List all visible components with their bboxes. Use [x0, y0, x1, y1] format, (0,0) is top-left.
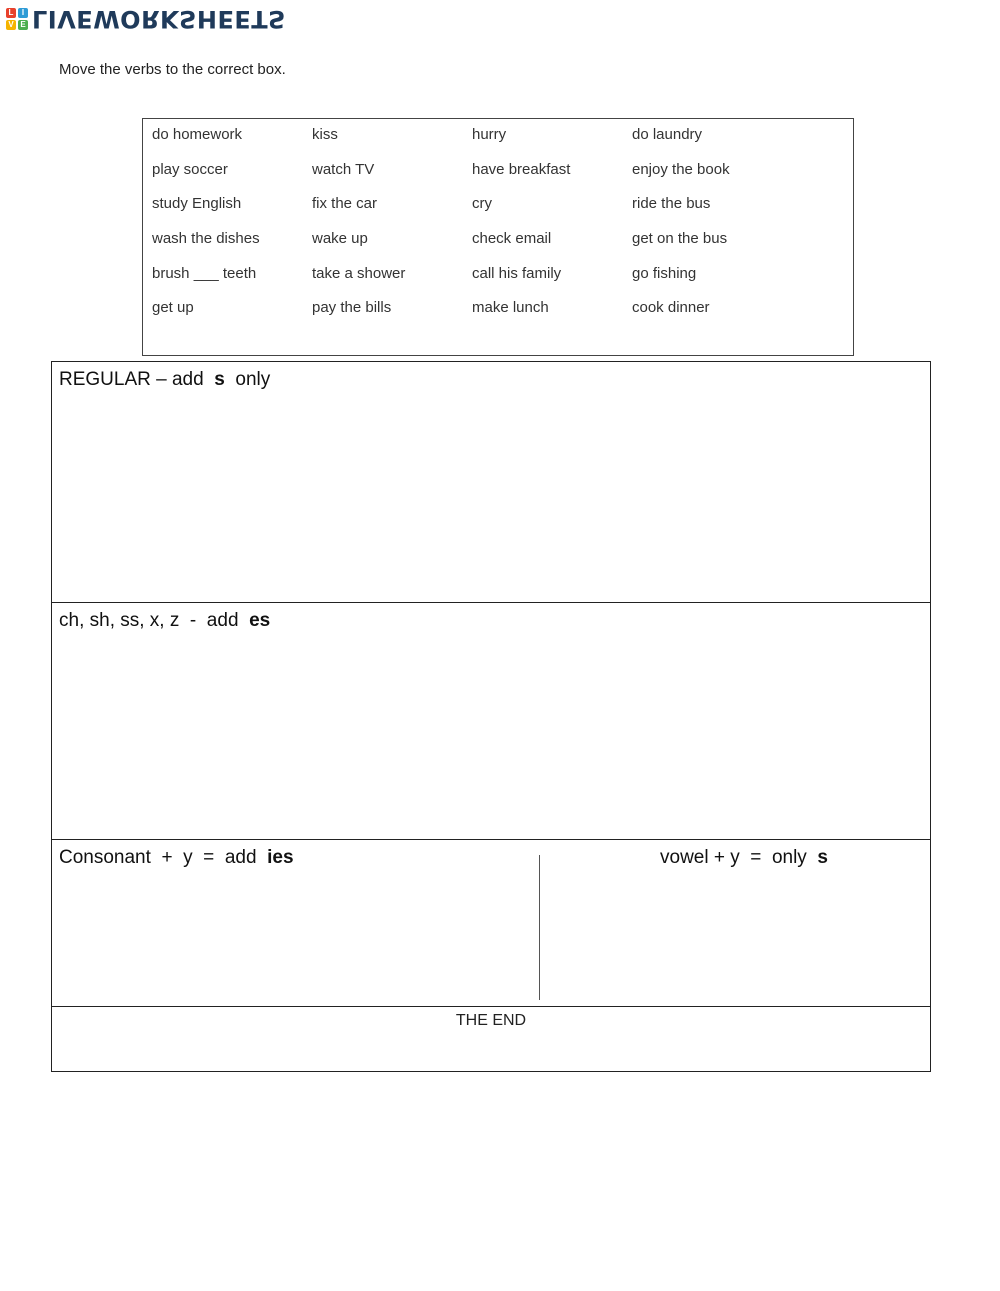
verb-item[interactable]: call his family	[472, 264, 562, 282]
verb-item[interactable]: enjoy the book	[632, 160, 730, 178]
consonant-y-drop-zone[interactable]	[56, 876, 536, 1002]
y-section-divider	[539, 855, 540, 1000]
verb-item[interactable]: go fishing	[632, 264, 697, 282]
verb-item[interactable]: kiss	[312, 126, 338, 143]
end-text: THE END	[455, 1012, 527, 1029]
logo-blocks-icon	[6, 8, 28, 30]
verb-item[interactable]: do laundry	[632, 126, 703, 143]
verb-item[interactable]: cry	[472, 195, 492, 213]
verb-item[interactable]: get on the bus	[632, 230, 728, 248]
y-section	[52, 840, 930, 1007]
vowel-y-title	[660, 847, 828, 869]
verb-bank	[142, 118, 854, 356]
es-section-title	[59, 610, 270, 632]
answer-table	[51, 361, 931, 1072]
verb-item[interactable]: wake up	[312, 230, 368, 248]
verb-item[interactable]: check email	[472, 230, 552, 248]
consonant-y-title	[59, 847, 294, 869]
verb-item[interactable]: wash the dishes	[152, 230, 260, 248]
es-title-bold: es	[249, 610, 271, 631]
verb-item[interactable]: ride the bus	[632, 195, 711, 213]
logo-text: LIVEWORKSHEETS	[32, 5, 286, 33]
logo-block-e: E	[18, 20, 28, 30]
verb-item[interactable]: watch TV	[312, 160, 375, 178]
regular-title-bold: s	[214, 369, 225, 390]
logo-block-i: I	[18, 8, 28, 18]
instruction-text: Move the verbs to the correct box.	[59, 61, 286, 78]
logo-block-l: L	[6, 8, 16, 18]
regular-section	[52, 362, 930, 603]
regular-drop-zone[interactable]	[56, 398, 926, 598]
verb-item[interactable]: do homework	[152, 126, 243, 143]
regular-title-suffix: only	[224, 369, 271, 390]
verb-item[interactable]: cook dinner	[632, 299, 710, 317]
verb-item[interactable]: brush ___ teeth	[152, 264, 257, 282]
regular-section-title	[59, 369, 270, 391]
end-section	[52, 1007, 930, 1071]
verb-item[interactable]: study English	[152, 195, 242, 213]
verb-item[interactable]: have breakfast	[472, 160, 571, 178]
verb-item[interactable]: make lunch	[472, 299, 549, 317]
verb-item[interactable]: take a shower	[312, 264, 406, 282]
verb-item[interactable]: fix the car	[312, 195, 378, 213]
consonant-y-title-prefix: Consonant + y = add	[59, 847, 268, 868]
es-title-prefix: ch, sh, ss, x, z - add	[59, 610, 250, 631]
verb-item[interactable]: hurry	[472, 126, 507, 143]
verb-item[interactable]: get up	[152, 299, 194, 317]
vowel-y-drop-zone[interactable]	[544, 876, 926, 1002]
verb-item[interactable]: pay the bills	[312, 299, 392, 317]
vowel-y-title-prefix: vowel + y = only	[660, 847, 818, 868]
verb-grid	[152, 124, 792, 332]
regular-title-prefix: REGULAR – add	[59, 369, 215, 390]
es-section	[52, 603, 930, 840]
vowel-y-title-bold: s	[817, 847, 828, 868]
es-drop-zone[interactable]	[56, 639, 926, 835]
consonant-y-title-bold: ies	[267, 847, 294, 868]
liveworksheets-logo	[6, 6, 286, 32]
verb-item[interactable]: play soccer	[152, 160, 228, 178]
logo-block-v: V	[6, 20, 16, 30]
